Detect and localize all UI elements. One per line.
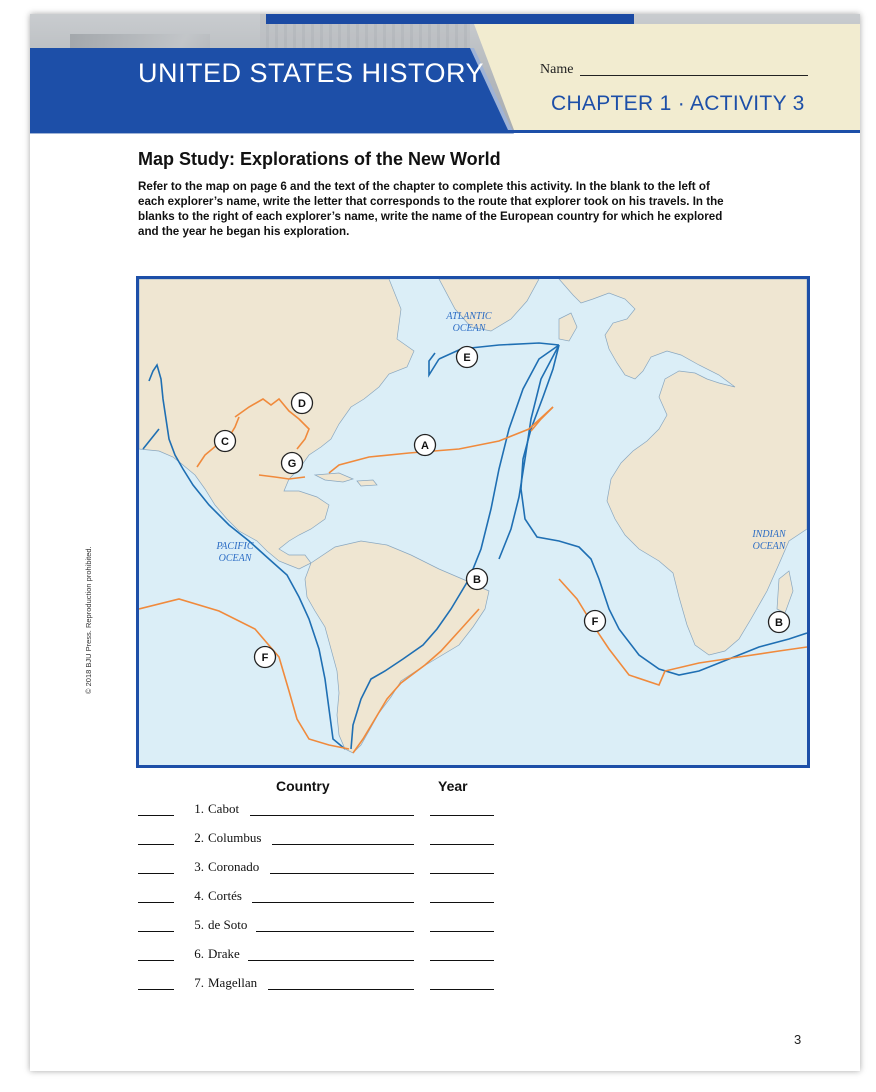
marker-b1-label: B (473, 574, 481, 586)
copyright-notice: © 2018 BJU Press. Reproduction prohibited. (84, 546, 93, 694)
name-label: Name (540, 62, 574, 77)
explorer-row-de-soto (136, 916, 536, 936)
marker-a (415, 435, 436, 456)
name-field[interactable] (580, 75, 808, 76)
explorer-row-drake (136, 945, 536, 965)
atlantic-label-1: ATLANTIC (446, 311, 492, 322)
explorer-row-magellan (136, 974, 536, 994)
letter-blank[interactable] (138, 931, 174, 932)
marker-g (282, 453, 303, 474)
year-blank[interactable] (430, 989, 494, 990)
country-blank[interactable] (250, 815, 414, 816)
explorer-row-columbus (136, 829, 536, 849)
explorer-name: Coronado (208, 859, 260, 874)
header-top-bar (266, 14, 634, 24)
activity-title: Map Study: Explorations of the New World (138, 149, 501, 169)
year-blank[interactable] (430, 902, 494, 903)
page-number: 3 (794, 1032, 802, 1047)
country-blank[interactable] (256, 931, 414, 932)
row-number: 1. (194, 801, 204, 816)
country-column-header: Country (276, 778, 330, 794)
exploration-map (136, 276, 810, 768)
explorer-name: Columbus (208, 830, 262, 845)
explorer-name: Magellan (208, 975, 258, 990)
year-blank[interactable] (430, 873, 494, 874)
marker-f2 (585, 611, 606, 632)
row-number: 2. (194, 830, 204, 845)
explorer-row-cortes (136, 887, 536, 907)
country-blank[interactable] (248, 960, 414, 961)
explorer-row-cabot (136, 800, 536, 820)
explorer-name: Cabot (208, 801, 240, 816)
marker-f1-label: F (261, 652, 269, 664)
indian-label-2: OCEAN (752, 541, 786, 552)
explorer-name: Drake (208, 946, 240, 961)
hispaniola-land (357, 480, 377, 486)
explorer-name: de Soto (208, 917, 248, 932)
marker-d (292, 393, 313, 414)
worksheet-page (30, 14, 860, 1071)
letter-blank[interactable] (138, 902, 174, 903)
marker-c-label: C (221, 436, 229, 448)
marker-c (215, 431, 236, 452)
country-blank[interactable] (268, 989, 414, 990)
pacific-label-2: OCEAN (218, 553, 252, 564)
country-blank[interactable] (272, 844, 414, 845)
pacific-label-1: PACIFIC (216, 541, 254, 552)
year-blank[interactable] (430, 815, 494, 816)
marker-f1 (255, 647, 276, 668)
row-number: 3. (194, 859, 204, 874)
letter-blank[interactable] (138, 960, 174, 961)
country-blank[interactable] (252, 902, 414, 903)
country-blank[interactable] (270, 873, 414, 874)
row-number: 5. (194, 917, 204, 932)
marker-e (457, 347, 478, 368)
marker-b2-label: B (775, 617, 783, 629)
letter-blank[interactable] (138, 815, 174, 816)
marker-e-label: E (463, 352, 471, 364)
year-blank[interactable] (430, 931, 494, 932)
row-number: 4. (194, 888, 204, 903)
header-rule (30, 130, 860, 133)
marker-b1 (467, 569, 488, 590)
marker-d-label: D (298, 398, 306, 410)
chapter-label: CHAPTER 1 · ACTIVITY 3 (551, 92, 805, 115)
row-number: 6. (194, 946, 204, 961)
explorer-row-coronado (136, 858, 536, 878)
activity-instructions: Refer to the map on page 6 and the text of the chapter to complete this activity. In the blank to the left of each explorer’s name, write the letter that corresponds to the route that explorer took on his travels. In the blanks to the right of each explorer’s name, write the name of the European country for which he explored and the year he began his exploration. (138, 180, 724, 238)
marker-b2 (769, 612, 790, 633)
letter-blank[interactable] (138, 844, 174, 845)
row-number: 7. (194, 975, 204, 990)
marker-g-label: G (287, 458, 297, 470)
year-blank[interactable] (430, 844, 494, 845)
indian-label-1: INDIAN (752, 529, 786, 540)
year-column-header: Year (438, 778, 468, 794)
year-blank[interactable] (430, 960, 494, 961)
letter-blank[interactable] (138, 873, 174, 874)
series-title: UNITED STATES HISTORY (138, 58, 485, 88)
letter-blank[interactable] (138, 989, 174, 990)
atlantic-label-2: OCEAN (452, 323, 486, 334)
marker-f2-label: F (591, 616, 599, 628)
map-svg (139, 279, 807, 765)
explorer-name: Cortés (208, 888, 242, 903)
marker-a-label: A (421, 440, 429, 452)
